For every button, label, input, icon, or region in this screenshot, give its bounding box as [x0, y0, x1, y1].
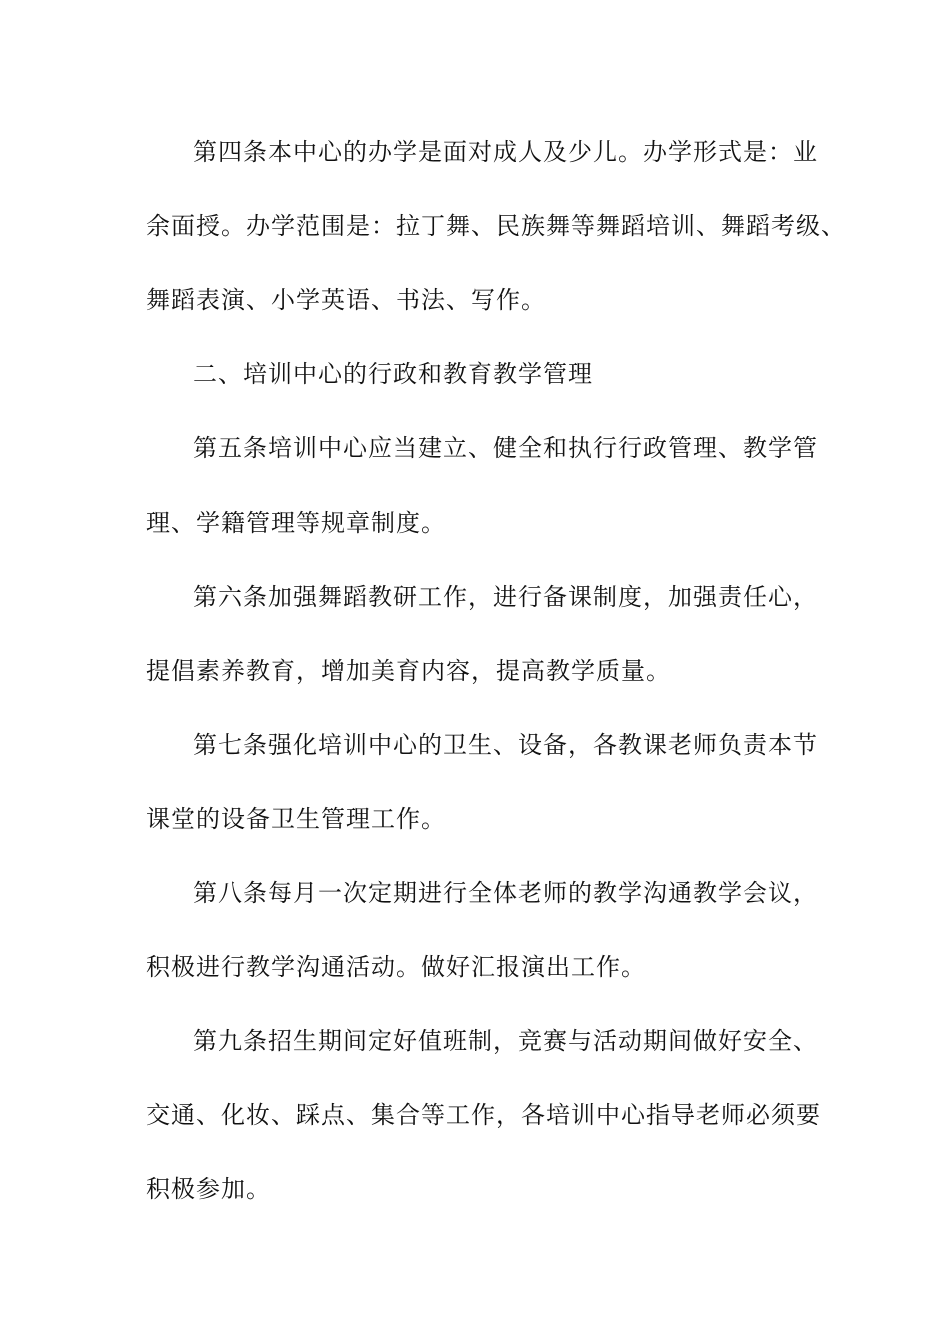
article-4-line-2: 余面授。办学范围是：拉丁舞、民族舞等舞蹈培训、舞蹈考级、 [146, 212, 846, 240]
section-heading: 二、培训中心的行政和教育教学管理 [193, 360, 593, 388]
article-9-line-1: 第九条招生期间定好值班制，竞赛与活动期间做好安全、 [193, 1027, 818, 1055]
article-5-line-2: 理、学籍管理等规章制度。 [146, 509, 446, 537]
article-5-line-1: 第五条培训中心应当建立、健全和执行行政管理、教学管 [193, 434, 818, 462]
article-9-line-3: 积极参加。 [146, 1175, 271, 1203]
article-9-line-2: 交通、化妆、踩点、集合等工作，各培训中心指导老师必须要 [146, 1101, 821, 1129]
article-4-line-1: 第四条本中心的办学是面对成人及少儿。办学形式是：业 [193, 138, 818, 166]
article-8-line-1: 第八条每月一次定期进行全体老师的教学沟通教学会议， [193, 879, 818, 907]
article-7-line-2: 课堂的设备卫生管理工作。 [146, 805, 446, 833]
article-7-line-1: 第七条强化培训中心的卫生、设备，各教课老师负责本节 [193, 731, 818, 759]
article-6-line-2: 提倡素养教育，增加美育内容，提高教学质量。 [146, 657, 671, 685]
article-6-line-1: 第六条加强舞蹈教研工作，进行备课制度，加强责任心， [193, 583, 818, 611]
article-4-line-3: 舞蹈表演、小学英语、书法、写作。 [146, 286, 546, 314]
article-8-line-2: 积极进行教学沟通活动。做好汇报演出工作。 [146, 953, 646, 981]
